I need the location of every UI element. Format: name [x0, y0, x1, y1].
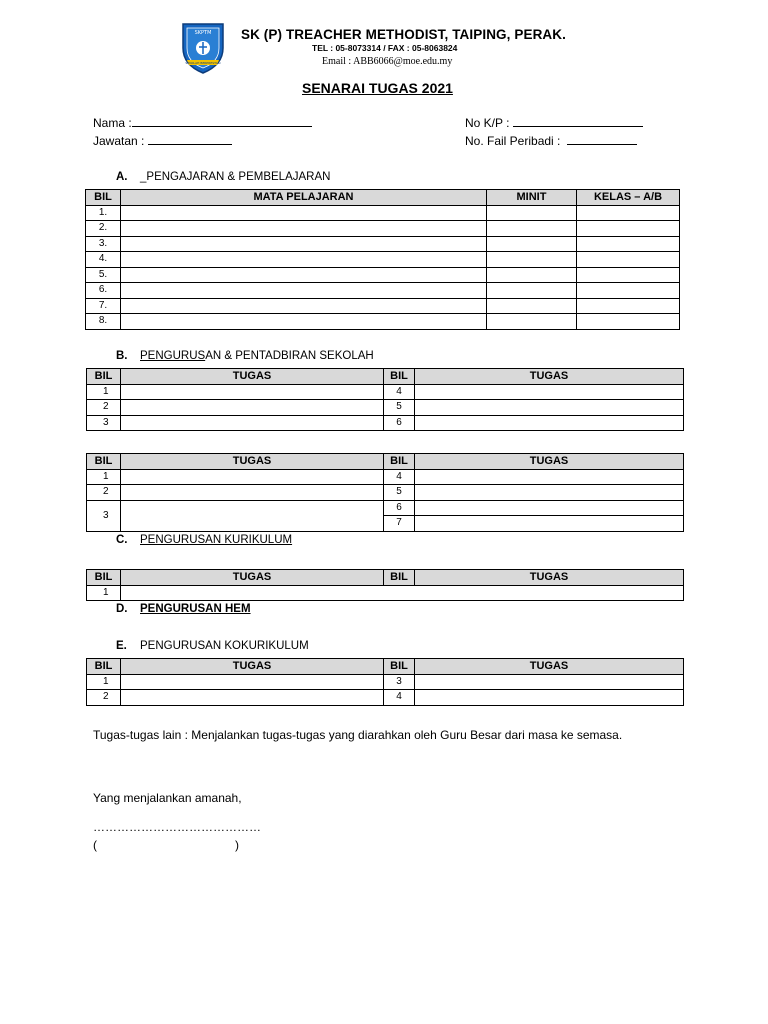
- name-parentheses: [93, 838, 239, 852]
- row-number: 1: [87, 674, 121, 690]
- section-b-title-underlined: PENGURUS: [140, 350, 206, 362]
- header-bil: BIL: [87, 659, 121, 675]
- minit-cell[interactable]: [487, 267, 577, 283]
- row-number: 5.: [86, 267, 121, 283]
- mata-pelajaran-cell[interactable]: [121, 252, 487, 268]
- row-number: 8.: [86, 314, 121, 330]
- row-number: 1.: [86, 205, 121, 221]
- mata-pelajaran-cell[interactable]: [121, 298, 487, 314]
- pentadbiran-table-2: [86, 453, 684, 532]
- section-a-title: _PENGAJARAN & PEMBELAJARAN: [140, 171, 331, 183]
- section-b-letter: B.: [116, 350, 128, 362]
- header-tugas: TUGAS: [415, 454, 684, 470]
- row-number: 5: [384, 485, 415, 501]
- mata-pelajaran-cell[interactable]: [121, 283, 487, 299]
- tugas-cell[interactable]: [121, 415, 384, 431]
- school-name: SK (P) TREACHER METHODIST, TAIPING, PERAK.: [241, 27, 566, 42]
- row-number: 6.: [86, 283, 121, 299]
- header-bil: BIL: [384, 369, 415, 385]
- paren-close: ): [235, 838, 239, 852]
- row-number: 3: [384, 674, 415, 690]
- row-number: 3: [87, 500, 121, 531]
- section-b-title-rest: AN & PENTADBIRAN SEKOLAH: [205, 350, 374, 362]
- table-row: [87, 469, 684, 485]
- school-crest-logo: [179, 20, 227, 74]
- row-number: 3: [87, 415, 121, 431]
- tugas-cell[interactable]: [415, 485, 684, 501]
- table-row: [87, 415, 684, 431]
- nama-field: [93, 115, 312, 130]
- tugas-cell[interactable]: [121, 690, 384, 706]
- pentadbiran-table-1: [86, 368, 684, 431]
- minit-cell[interactable]: [487, 221, 577, 237]
- table-row: [86, 236, 680, 252]
- table-row: [87, 400, 684, 416]
- header-bil: BIL: [87, 369, 121, 385]
- kelas-cell[interactable]: [577, 236, 680, 252]
- row-number: 6: [384, 415, 415, 431]
- header-bil: BIL: [384, 570, 415, 586]
- section-d-heading: [116, 603, 251, 615]
- section-e-title: PENGURUSAN KOKURIKULUM: [140, 640, 309, 652]
- tugas-cell[interactable]: [121, 485, 384, 501]
- tugas-cell[interactable]: [121, 400, 384, 416]
- tugas-cell[interactable]: [121, 469, 384, 485]
- table-row: [86, 283, 680, 299]
- row-number: 6: [384, 500, 415, 516]
- nofail-field: [465, 133, 637, 148]
- tugas-cell[interactable]: [415, 516, 684, 532]
- minit-cell[interactable]: [487, 283, 577, 299]
- row-number: 4: [384, 690, 415, 706]
- mata-pelajaran-cell[interactable]: [121, 314, 487, 330]
- table-row: [86, 221, 680, 237]
- logo-text-bottom: SEKOLAH BERPRESTASI: [185, 61, 221, 65]
- kelas-cell[interactable]: [577, 283, 680, 299]
- signature-line: ……………………………………: [93, 820, 261, 834]
- nofail-line[interactable]: [567, 133, 637, 145]
- tugas-cell[interactable]: [415, 500, 684, 516]
- header-tugas: TUGAS: [121, 659, 384, 675]
- tugas-cell[interactable]: [121, 500, 384, 531]
- kelas-cell[interactable]: [577, 205, 680, 221]
- header-tugas: TUGAS: [121, 369, 384, 385]
- minit-cell[interactable]: [487, 252, 577, 268]
- table-row: [87, 674, 684, 690]
- header-bil: BIL: [86, 190, 121, 206]
- header-bil: BIL: [87, 454, 121, 470]
- jawatan-field: [93, 133, 232, 148]
- row-number: 4.: [86, 252, 121, 268]
- row-number: 2: [87, 690, 121, 706]
- kelas-cell[interactable]: [577, 298, 680, 314]
- header-tugas: TUGAS: [415, 659, 684, 675]
- section-a-letter: A.: [116, 171, 128, 183]
- kurikulum-table: [86, 569, 684, 601]
- section-d-title: PENGURUSAN HEM: [140, 603, 251, 615]
- kelas-cell[interactable]: [577, 221, 680, 237]
- mata-pelajaran-cell[interactable]: [121, 236, 487, 252]
- row-number: 1: [87, 384, 121, 400]
- nofail-label: No. Fail Peribadi :: [465, 134, 561, 148]
- section-c-title: PENGURUSAN KURIKULUM: [140, 534, 293, 546]
- row-number: 3.: [86, 236, 121, 252]
- nokp-line[interactable]: [513, 115, 643, 127]
- row-number: 1: [87, 469, 121, 485]
- section-e-letter: E.: [116, 640, 127, 652]
- kokurikulum-table: [86, 658, 684, 706]
- nama-line[interactable]: [132, 115, 312, 127]
- section-e-heading: [116, 640, 309, 652]
- row-number: 4: [384, 469, 415, 485]
- header-tugas: TUGAS: [415, 570, 684, 586]
- tel-fax: TEL : 05-8073314 / FAX : 05-8063824: [312, 43, 458, 53]
- amanah-text: Yang menjalankan amanah,: [93, 791, 242, 805]
- row-number: 4: [384, 384, 415, 400]
- table-row: [86, 205, 680, 221]
- tugas-cell[interactable]: [415, 469, 684, 485]
- mata-pelajaran-cell[interactable]: [121, 221, 487, 237]
- row-number: 7: [384, 516, 415, 532]
- minit-cell[interactable]: [487, 314, 577, 330]
- header-tugas: TUGAS: [121, 454, 384, 470]
- tugas-cell[interactable]: [121, 585, 684, 601]
- tugas-lain-text: Tugas-tugas lain : Menjalankan tugas-tugas yang diarahkan oleh Guru Besar dari masa ke semasa.: [93, 728, 623, 742]
- row-number: 5: [384, 400, 415, 416]
- paren-open: (: [93, 838, 97, 852]
- header-mata-pelajaran: MATA PELAJARAN: [121, 190, 487, 206]
- nama-label: Nama :: [93, 116, 132, 130]
- kelas-cell[interactable]: [577, 252, 680, 268]
- header-minit: MINIT: [487, 190, 577, 206]
- email: Email : ABB6066@moe.edu.my: [322, 56, 453, 67]
- minit-cell[interactable]: [487, 236, 577, 252]
- table-row: [87, 500, 684, 516]
- logo-text-top: SKPTM: [194, 30, 212, 36]
- kelas-cell[interactable]: [577, 267, 680, 283]
- section-b-heading: [116, 350, 374, 362]
- document-title: SENARAI TUGAS 2021: [302, 80, 453, 96]
- tugas-cell[interactable]: [121, 674, 384, 690]
- table-row: [87, 690, 684, 706]
- table-row: [86, 314, 680, 330]
- pengajaran-table: [85, 189, 680, 330]
- table-row: [87, 485, 684, 501]
- table-row: [87, 585, 684, 601]
- row-number: 2.: [86, 221, 121, 237]
- table-row: [86, 298, 680, 314]
- jawatan-label: Jawatan :: [93, 134, 145, 148]
- mata-pelajaran-cell[interactable]: [121, 205, 487, 221]
- section-a-heading: [116, 171, 330, 183]
- minit-cell[interactable]: [487, 205, 577, 221]
- header-tugas: TUGAS: [121, 570, 384, 586]
- table-row: [86, 252, 680, 268]
- mata-pelajaran-cell[interactable]: [121, 267, 487, 283]
- table-row: [86, 267, 680, 283]
- tugas-cell[interactable]: [415, 674, 684, 690]
- section-c-heading: [116, 534, 292, 546]
- table-row: [87, 384, 684, 400]
- nokp-label: No K/P :: [465, 116, 510, 130]
- header-bil: BIL: [87, 570, 121, 586]
- header-tugas: TUGAS: [415, 369, 684, 385]
- tugas-cell[interactable]: [415, 400, 684, 416]
- header-bil: BIL: [384, 659, 415, 675]
- header-kelas: KELAS – A/B: [577, 190, 680, 206]
- header-bil: BIL: [384, 454, 415, 470]
- row-number: 1: [87, 585, 121, 601]
- tugas-cell[interactable]: [415, 415, 684, 431]
- nokp-field: [465, 115, 643, 130]
- minit-cell[interactable]: [487, 298, 577, 314]
- tugas-cell[interactable]: [415, 384, 684, 400]
- jawatan-line[interactable]: [148, 133, 232, 145]
- section-c-letter: C.: [116, 534, 128, 546]
- row-number: 2: [87, 400, 121, 416]
- row-number: 7.: [86, 298, 121, 314]
- tugas-cell[interactable]: [121, 384, 384, 400]
- row-number: 2: [87, 485, 121, 501]
- tugas-cell[interactable]: [415, 690, 684, 706]
- kelas-cell[interactable]: [577, 314, 680, 330]
- section-d-letter: D.: [116, 603, 128, 615]
